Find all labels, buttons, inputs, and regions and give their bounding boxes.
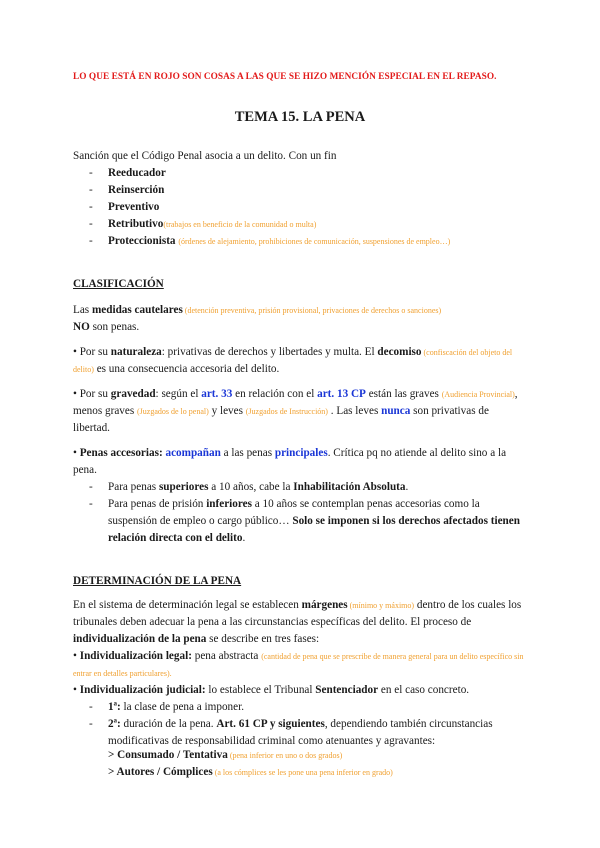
list-dash: - [89, 201, 93, 213]
section-heading-determinacion: DETERMINACIÓN DE LA PENA [73, 575, 242, 587]
paragraph-cautelares: Las medidas cautelares (detención preventiva, prisión provisional, privaciones de derechos o sanciones) NO son penas. [73, 304, 442, 333]
list-dash: - [89, 235, 93, 247]
list-item: Retributivo(trabajos en beneficio de la comunidad o multa) [108, 218, 317, 230]
paragraph-gravedad: • Por su gravedad: según el art. 33 en relación con el art. 13 CP están las graves (Audiencia Provincial), menos graves (Juzgados de lo penal) y leves (Juzgados de Instrucción) . Las leves nunca son privativas de libertad. [73, 388, 518, 434]
accesorias-sub-superiores: Para penas superiores a 10 años, cabe la Inhabilitación Absoluta. [108, 481, 409, 493]
judicial-step-1: 1ª: la clase de pena a imponer. [108, 701, 245, 713]
paragraph-naturaleza: • Por su naturaleza: privativas de derechos y libertades y multa. El decomiso (confiscación del objeto del delito) es una consecuencia accesoria del delito. [73, 346, 513, 375]
list-dash: - [89, 498, 93, 510]
circumstance-consumado: > Consumado / Tentativa (pena inferior en uno o dos grados) [108, 749, 343, 761]
list-dash: - [89, 167, 93, 179]
list-dash: - [89, 218, 93, 230]
list-dash: - [89, 701, 93, 713]
red-note: LO QUE ESTÁ EN ROJO SON COSAS A LAS QUE SE HIZO MENCIÓN ESPECIAL EN EL REPASO. [73, 72, 497, 82]
page-title: TEMA 15. LA PENA [234, 109, 366, 125]
list-item: Reinserción [108, 184, 165, 196]
judicial-step-2: 2ª: duración de la pena. Art. 61 CP y siguientes, dependiendo también circunstancias modificativas de responsabilidad criminal como atenuantes y agravantes: [108, 718, 493, 747]
paragraph-accesorias: • Penas accesorias: acompañan a las penas principales. Crítica pq no atiende al delito sino a la pena. [73, 447, 507, 476]
list-item: Preventivo [108, 201, 160, 213]
list-dash: - [89, 718, 93, 730]
paragraph-individualizacion-legal: • Individualización legal: pena abstracta (cantidad de pena que se prescribe de manera general para un delito específico sin entrar en detalles particulares). [73, 650, 524, 678]
intro-text: Sanción que el Código Penal asocia a un delito. Con un fin [73, 150, 337, 162]
list-item: Proteccionista (órdenes de alejamiento, prohibiciones de comunicación, suspensiones de empleo…) [108, 235, 451, 247]
list-item: Reeducador [108, 167, 166, 179]
paragraph-margenes: En el sistema de determinación legal se establecen márgenes (mínimo y máximo) dentro de los cuales los tribunales deben adecuar la pena a las circunstancias específicas del delito. El proceso de individualización de la pena se describe en tres fases: [73, 599, 522, 645]
circumstance-autores: > Autores / Cómplices (a los cómplices se les pone una pena inferior en grado) [108, 766, 393, 778]
list-dash: - [89, 184, 93, 196]
accesorias-sub-inferiores: Para penas de prisión inferiores a 10 años se contemplan penas accesorias como la suspensión de empleo o cargo público… Solo se imponen si los derechos afectados tienen relación directa con el delito. [108, 498, 520, 544]
paragraph-individualizacion-judicial: • Individualización judicial: lo establece el Tribunal Sentenciador en el caso concreto. [73, 684, 470, 696]
section-heading-clasificacion: CLASIFICACIÓN [73, 278, 164, 290]
list-dash: - [89, 481, 93, 493]
